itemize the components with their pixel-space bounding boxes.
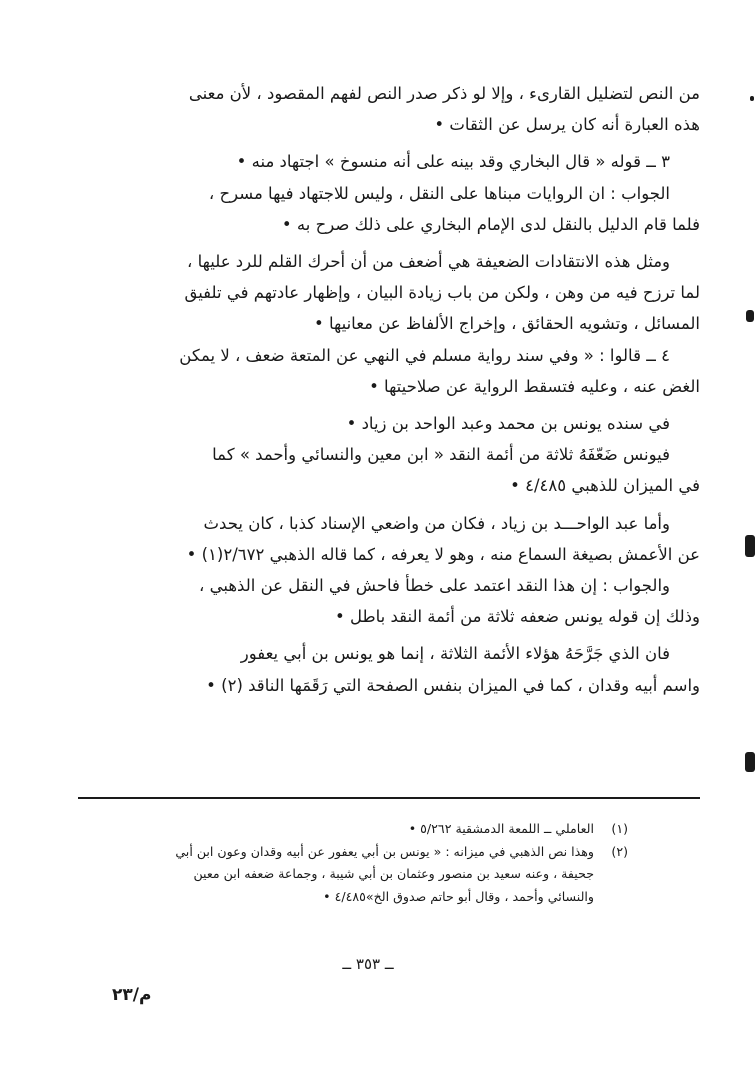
main-text [78, 78, 700, 701]
footnotes [150, 818, 628, 908]
body-line: ٤ ــ قالوا : « وفي سند رواية مسلم في النهي عن المتعة ضعف ، لا يمكن [179, 345, 670, 365]
body-line: والجواب : إن هذا النقد اعتمد على خطأ فاحش في النقل عن الذهبي ، [199, 576, 670, 596]
body-line: الغض عنه ، وعليه فتسقط الرواية عن صلاحيتها • [369, 376, 700, 396]
body-line: لما ترزح فيه من وهن ، ولكن من باب زيادة البيان ، وإظهار عادتهم في تلفيق [184, 283, 700, 303]
body-line: في سنده يونس بن محمد وعبد الواحد بن زياد • [346, 414, 670, 434]
body-line: ومثل هذه الانتقادات الضعيفة هي أضعف من أن أحرك القلم للرد عليها ، [187, 252, 670, 272]
scan-edge-mark [745, 752, 755, 772]
body-line: وذلك إن قوله يونس ضعفه ثلاثة من أئمة النقد باطل • [334, 607, 700, 627]
body-line: فيونس ضَعّفَهُ ثلاثة من أئمة النقد « ابن معين والنسائي وأحمد » كما [212, 445, 670, 465]
body-line: الجواب : ان الروايات مبناها على النقل ، وليس للاجتهاد فيها مسرح ، [208, 183, 670, 203]
body-line: هذه العبارة أنه كان يرسل عن الثقات • [434, 115, 700, 135]
body-line: المسائل ، وتشويه الحقائق ، وإخراج الألفاظ عن معانيها • [314, 314, 700, 334]
body-line: عن الأعمش بصيغة السماع منه ، وهو لا يعرفه ، كما قاله الذهبي ٢/٦٧٢(١) • [186, 544, 700, 564]
body-line: واسم أبيه وقدان ، كما في الميزان بنفس الصفحة التي رَقَمَها الناقد (٢) • [206, 675, 700, 695]
scan-edge-mark [746, 310, 754, 322]
scan-edge-mark [750, 96, 754, 101]
body-line: فلما قام الدليل بالنقل لدى الإمام البخاري على ذلك صرح به • [281, 214, 700, 234]
footnote-text: العاملي ــ اللمعة الدمشقية ٥/٢٦٢ • [408, 821, 594, 836]
footnote-text: وهذا نص الذهبي في ميزانه : « يونس بن أبي يعفور عن أبيه وقدان وعون ابن أبي جحيفة ، وعنه سعيد بن منصور وعثمان بن أبي شيبة ، وجماعة ضعفه ابن معين والنسائي وأحمد ، وقال أبو حاتم صدوق الخ»٤/٤٨٥ • [175, 843, 594, 904]
footnote-number: (٢) [611, 843, 628, 859]
body-line: ٣ ــ قوله « قال البخاري وقد بينه على أنه منسوخ » اجتهاد منه • [236, 152, 670, 172]
signature-mark: م/٢٣ [112, 985, 152, 1005]
page-number: ــ ٣٥٣ ــ [342, 955, 394, 973]
body-line: من النص لتضليل القارىء ، وإلا لو ذكر صدر النص لفهم المقصود ، لأن معنى [188, 84, 700, 103]
footnote-divider [78, 797, 700, 799]
footnote [150, 818, 628, 841]
body-line: فان الذي جَرَّحَهُ هؤلاء الأئمة الثلاثة ، إنما هو يونس بن أبي يعفور [240, 644, 670, 664]
body-line: وأما عبد الواحـــد بن زياد ، فكان من واضعي الإسناد كذبا ، كان يحدث [203, 513, 670, 533]
footnote [150, 841, 628, 909]
body-line: في الميزان للذهبي ٤/٤٨٥ • [510, 476, 700, 496]
scan-edge-mark [745, 535, 755, 557]
footnote-number: (١) [611, 821, 628, 836]
